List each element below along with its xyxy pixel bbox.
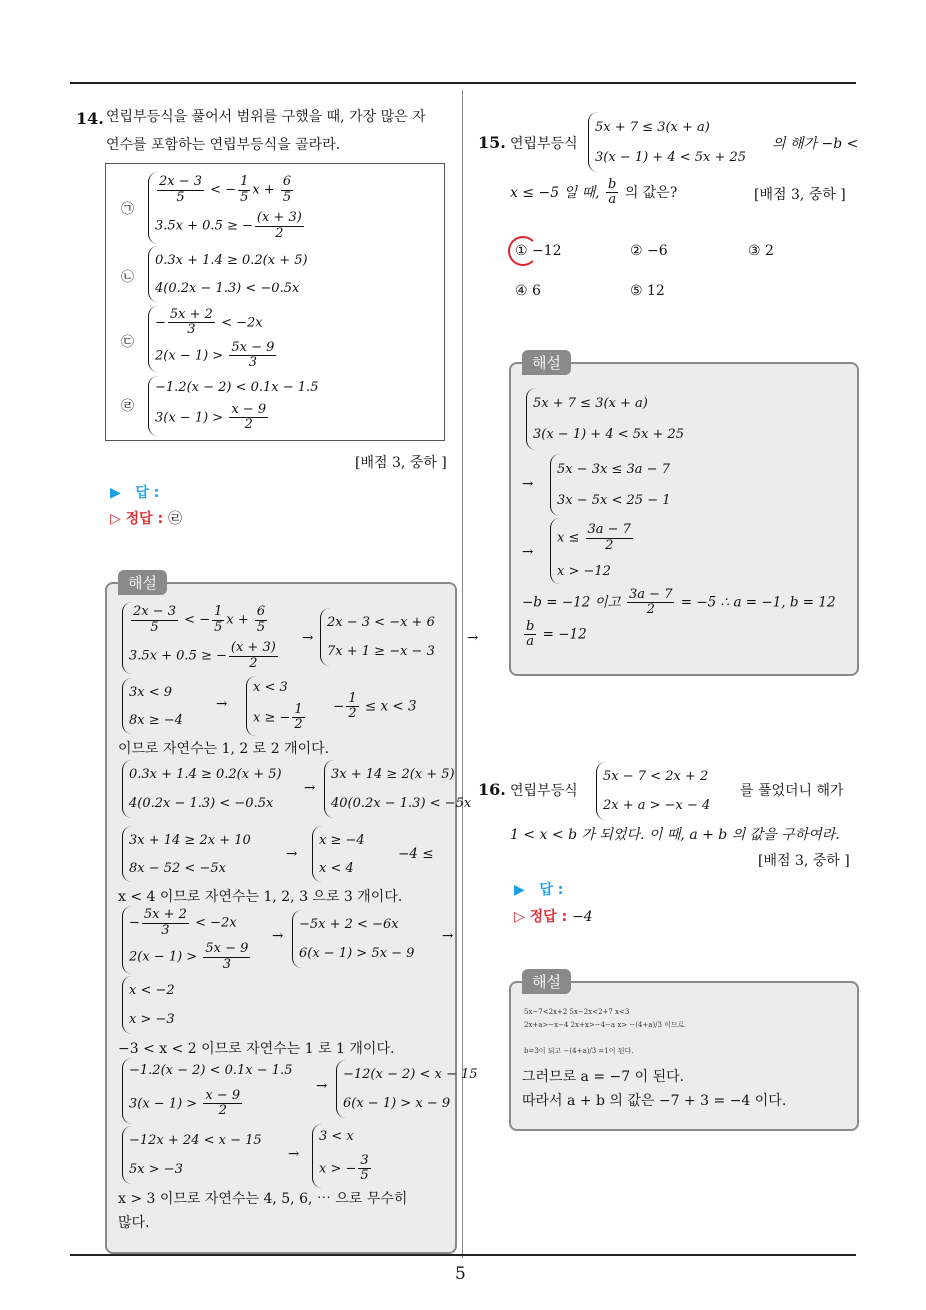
q15-number: 15.	[478, 133, 506, 152]
q14-text-line2: 연수를 포함하는 연립부등식을 골라라.	[106, 137, 341, 153]
q14-option-a: $\frac{2x - 3}{5}$ < − $\frac{1}{5}$ x + $\frac{6}{5}$ 3.5x + 0.5 ≥ − $\frac{(x + 3)}{2}$	[148, 172, 306, 244]
q14-sol-step1-left: $\frac{2x - 3}{5}$ < − $\frac{1}{5}$ x + $\frac{6}{5}$ 3.5x + 0.5 ≥ − $\frac{(x + 3)}{2}$	[122, 602, 280, 674]
top-rule	[70, 82, 856, 84]
q14-option-c-label: ㉢	[121, 335, 135, 350]
q14-option-b	[148, 246, 308, 302]
q16-text-c: 1 < x < b 가 되었다. 이 때, a + b 의 값을 구하여라.	[510, 827, 840, 843]
play-icon: ▶	[514, 882, 525, 898]
q14-sol-text4: x > 3 이므로 자연수는 4, 5, 6, ⋯ 으로 무수히	[118, 1191, 408, 1207]
q16-solution-tab: 해설	[522, 969, 571, 994]
q14-sol-arrow5: →	[272, 928, 284, 944]
q16-sol-tiny3: b=3이 되고 −(4+a)/3 =1이 된다.	[524, 1047, 634, 1055]
q15-choice-1[interactable]: ① −12	[515, 243, 562, 259]
q14-answer: ▶ 답 :	[110, 485, 160, 501]
q14-sol-arrow4: →	[286, 846, 298, 862]
q14-option-b-label: ㉡	[121, 270, 135, 285]
q14-sol-text5: 많다.	[118, 1215, 150, 1231]
q14-option-b-line2: 4(0.2x − 1.3) < −0.5x	[155, 280, 300, 296]
q14-sol-arrow1: →	[302, 630, 314, 646]
q16-system: 5x − 7 < 2x + 2 2x + a > −x − 4	[596, 762, 710, 820]
q14-sol-step3-right: 3x + 14 ≥ 2(x + 5) 40(0.2x − 1.3) < −5x	[324, 760, 471, 818]
q14-sol-step8-right: 3 < x x > − $\frac{3}{5}$	[312, 1124, 373, 1188]
q15-solution-tab: 해설	[522, 350, 571, 375]
q15-sol-step3: x ≤ $\frac{3a - 7}{2}$ x > −12	[550, 518, 635, 584]
q14-sol-arrow5b: →	[442, 928, 454, 944]
q16-sol-tiny1: 5x−7<2x+2 5x−2x<2+7 x<3	[524, 1008, 630, 1016]
q16-sol-tiny2: 2x+a>−x−4 2x+x>−4−a x> −(4+a)/3 이므로	[524, 1021, 685, 1029]
q14-sol-range1: − $\frac{1}{2}$ ≤ x < 3	[333, 691, 417, 722]
q15-choice-5[interactable]: ⑤ 12	[630, 283, 665, 299]
q14-sol-step4-left: 3x + 14 ≥ 2x + 10 8x − 52 < −5x	[122, 826, 251, 882]
q16-text-a: 연립부등식	[510, 783, 578, 799]
q14-sol-step2-left: 3x < 9 8x ≥ −4	[122, 678, 183, 734]
q14-correct: ▷ 정답 : ㉣	[110, 511, 183, 527]
q15-sol-arrow2: →	[522, 544, 534, 560]
q14-sol-arrow2: →	[216, 696, 228, 712]
q14-sol-arrow7: →	[316, 1078, 328, 1094]
q14-sol-step8-left: −12x + 24 < x − 15 5x > −3	[122, 1126, 262, 1184]
q15-choice-4[interactable]: ④ 6	[515, 283, 541, 299]
q16-text-b: 를 풀었더니 해가	[740, 783, 844, 799]
q15-sol-step4: −b = −12 이고 $\frac{3a - 7}{2}$ = −5 ∴ a = −1, b = 12	[522, 587, 836, 618]
q14-solution-tab: 해설	[118, 570, 167, 595]
q14-option-b-line1: 0.3x + 1.4 ≥ 0.2(x + 5)	[155, 252, 308, 268]
q16-sol-line2: 따라서 a + b 의 값은 −7 + 3 = −4 이다.	[522, 1093, 787, 1109]
q15-choice-2[interactable]: ② −6	[630, 243, 668, 259]
q14-sol-arrow1b: →	[467, 630, 479, 646]
q15-sol-arrow1: →	[522, 476, 534, 492]
q14-number: 14.	[76, 109, 104, 128]
q14-option-d: −1.2(x − 2) < 0.1x − 1.5 3(x − 1) > $\frac{x - 9}{2}$	[148, 376, 318, 436]
q15-sol-step5: $\frac{b}{a}$ = −12	[526, 619, 587, 650]
q14-option-c: − $\frac{5x + 2}{3}$ < −2x 2(x − 1) > $\frac{5x - 9}{3}$	[148, 306, 278, 372]
q14-sol-text1: 이므로 자연수는 1, 2 로 2 개이다.	[118, 741, 330, 757]
q16-number: 16.	[478, 780, 506, 799]
q14-sol-step3-left: 0.3x + 1.4 ≥ 0.2(x + 5) 4(0.2x − 1.3) < −0.5x	[122, 760, 282, 818]
q16-correct: ▷ 정답 : −4	[514, 909, 593, 925]
q15-sol-step2: 5x − 3x ≤ 3a − 7 3x − 5x < 25 − 1	[550, 454, 671, 516]
q15-text-b: 의 해가 −b <	[772, 136, 859, 152]
q14-sol-step5-left: − $\frac{5x + 2}{3}$ < −2x 2(x − 1) > $\frac{5x - 9}{3}$	[122, 906, 252, 974]
page-number: 5	[455, 1264, 466, 1284]
q15-text-a: 연립부등식	[510, 136, 578, 152]
q14-score: [배점 3, 중하 ]	[355, 455, 447, 471]
triangle-outline-icon: ▷	[514, 909, 525, 925]
q14-option-a-label: ㉠	[121, 202, 135, 217]
triangle-outline-icon: ▷	[110, 511, 121, 527]
q14-sol-range2: −4 ≤	[398, 846, 434, 862]
q14-sol-step7-left: −1.2(x − 2) < 0.1x − 1.5 3(x − 1) > $\frac{x - 9}{2}$	[122, 1058, 292, 1124]
q15-score: [배점 3, 중하 ]	[754, 187, 846, 203]
q15-text-c-line: x ≤ −5 일 때, $\frac{b}{a}$ 의 값은?	[510, 177, 678, 208]
q16-score: [배점 3, 중하 ]	[758, 853, 850, 869]
bottom-rule	[70, 1254, 856, 1256]
q14-option-d-line1: −1.2(x − 2) < 0.1x − 1.5	[155, 379, 319, 395]
q14-sol-step2-right: x < 3 x ≥ − $\frac{1}{2}$	[246, 676, 307, 736]
q14-sol-step1-right: 2x − 3 < −x + 6 7x + 1 ≥ −x − 3	[320, 608, 435, 666]
q14-sol-step4-right: x ≥ −4 x < 4	[312, 826, 365, 882]
q14-sol-text3: −3 < x < 2 이므로 자연수는 1 로 1 개이다.	[118, 1041, 395, 1057]
q14-sol-step5-right: −5x + 2 < −6x 6(x − 1) > 5x − 9	[292, 910, 414, 968]
q14-sol-step7-right: −12(x − 2) < x − 15 6(x − 1) > x − 9	[336, 1060, 478, 1118]
q16-sol-line1: 그러므로 a = −7 이 된다.	[522, 1069, 685, 1085]
q14-sol-arrow8: →	[288, 1146, 300, 1162]
q15-sol-step1: 5x + 7 ≤ 3(x + a) 3(x − 1) + 4 < 5x + 25	[526, 388, 684, 450]
q14-text-line1: 연립부등식을 풀어서 범위를 구했을 때, 가장 많은 자	[106, 109, 426, 125]
q14-option-d-label: ㉣	[121, 399, 135, 414]
q16-answer: ▶ 답 :	[514, 882, 564, 898]
play-icon: ▶	[110, 485, 121, 501]
q14-sol-arrow3: →	[304, 780, 316, 796]
q15-system: 5x + 7 ≤ 3(x + a) 3(x − 1) + 4 < 5x + 25	[588, 112, 746, 172]
q14-sol-step6: x < −2 x > −3	[122, 976, 175, 1034]
q15-choice-3[interactable]: ③ 2	[748, 243, 774, 259]
q14-sol-text2: x < 4 이므로 자연수는 1, 2, 3 으로 3 개이다.	[118, 889, 403, 905]
